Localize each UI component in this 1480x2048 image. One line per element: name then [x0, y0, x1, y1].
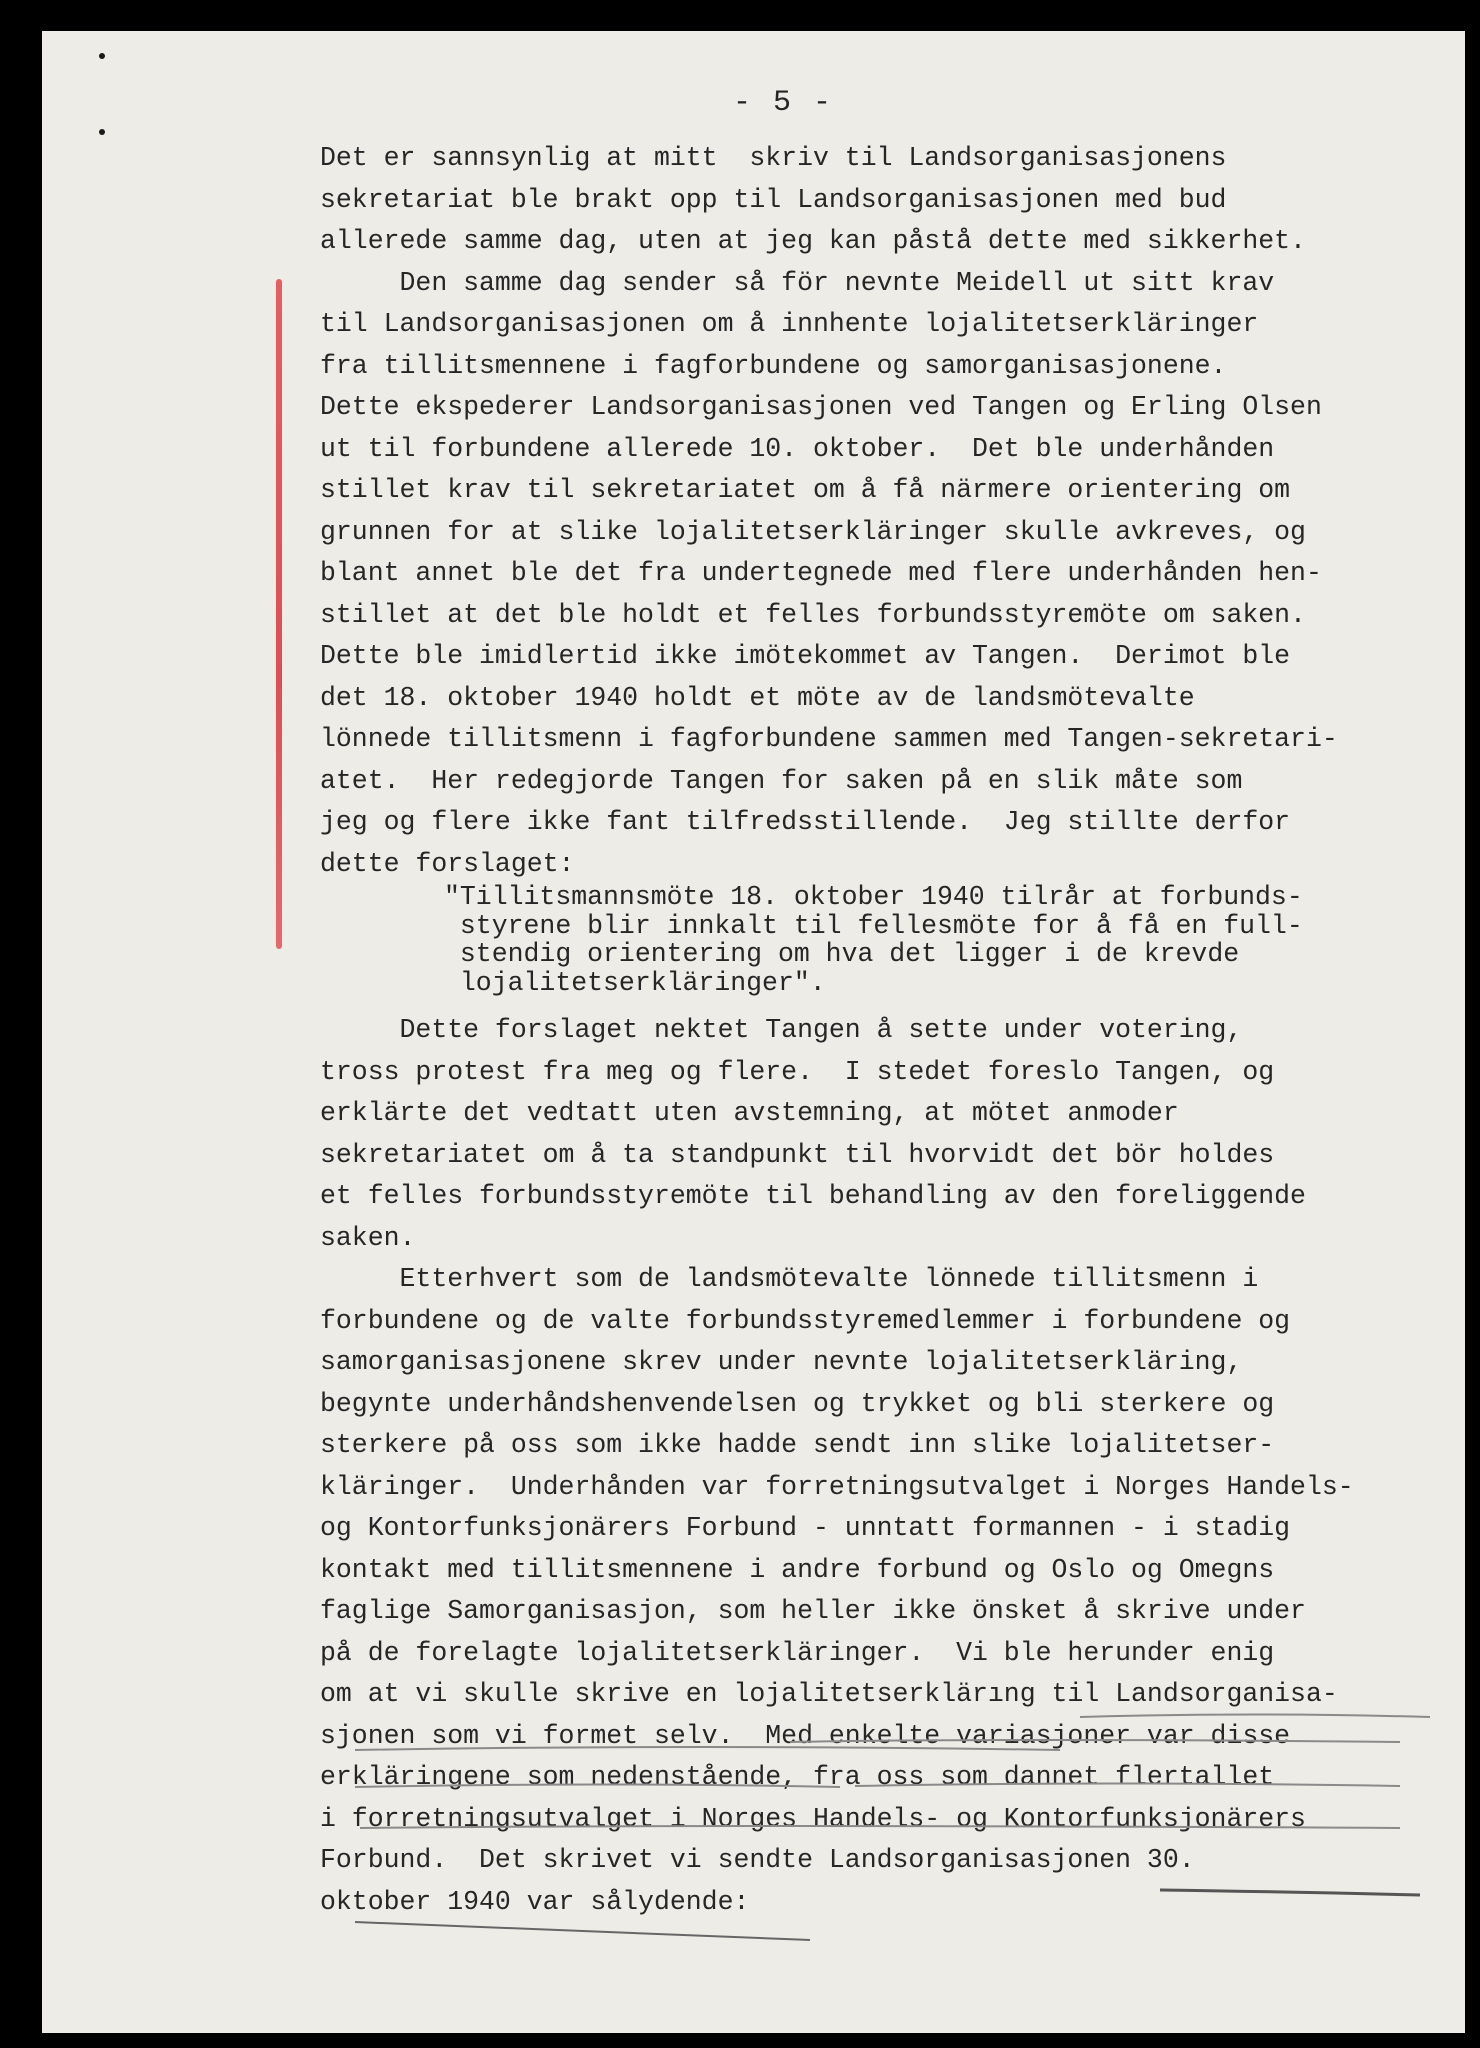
text-line: styrene blir innkalt til fellesmöte for å få en full- — [444, 910, 1303, 941]
text-line: kontakt med tillitsmennene i andre forbund og Oslo og Omegns — [320, 1554, 1275, 1585]
text-line: blant annet ble det fra undertegnede med flere underhånden hen- — [320, 558, 1322, 588]
text-line: til Landsorganisasjonen om å innhente lojalitetserkläringer — [320, 309, 1259, 339]
text-line: samorganisasjonene skrev under nevnte lojalitetserkläring, — [320, 1347, 1243, 1377]
text-line: stendig orientering om hva det ligger i de krevde — [444, 939, 1240, 969]
text-line: sterkere på oss som ikke hadde sendt inn slike lojalitetser- — [320, 1430, 1275, 1460]
text-line: begynte underhåndshenvendelsen og trykket og bli sterkere og — [320, 1388, 1275, 1419]
text-line: grunnen for at slike lojalitetserkläringer skulle avkreves, og — [320, 516, 1306, 547]
text-line: på de forelagte lojalitetserkläringer. Vi ble herunder enig — [320, 1637, 1275, 1668]
text-line: fra tillitsmennene i fagforbundene og samorganisasjonene. — [320, 350, 1227, 381]
text-line: det 18. oktober 1940 holdt et möte av de landsmötevalte — [320, 682, 1195, 713]
page-number: - 5 - — [733, 86, 834, 120]
text-line: oktober 1940 var sålydende: — [320, 1886, 750, 1917]
text-line: og Kontorfunksjonärers Forbund - unntatt formannen - i stadig — [320, 1513, 1291, 1543]
text-line: Forbund. Det skrivet vi sendte Landsorganisasjonen 30. — [320, 1845, 1195, 1875]
text-line: erklärte det vedtatt uten avstemning, at mötet anmoder — [320, 1098, 1179, 1128]
text-line: Etterhvert som de landsmötevalte lönnede tillitsmenn i — [320, 1264, 1259, 1294]
text-line: saken. — [320, 1222, 416, 1253]
text-line: sekretariat ble brakt opp til Landsorganisasjonen med bud — [320, 184, 1227, 215]
text-line: i forretningsutvalget i Norges Handels- og Kontorfunksjonärers — [320, 1803, 1306, 1834]
text-line: Dette ekspederer Landsorganisasjonen ved Tangen og Erling Olsen — [320, 392, 1322, 422]
text-line: "Tillitsmannsmöte 18. oktober 1940 tilrår at forbunds- — [444, 882, 1303, 912]
text-line: allerede samme dag, uten at jeg kan påstå dette med sikkerhet. — [320, 226, 1306, 256]
text-line: ut til forbundene allerede 10. oktober. Det ble underhånden — [320, 433, 1275, 464]
text-line: erkläringene som nedenstående, fra oss som dannet flertallet — [320, 1762, 1275, 1792]
text-line: stillet at det ble holdt et felles forbundsstyremöte om saken. — [320, 599, 1306, 630]
text-line: lojalitetserkläringer". — [444, 967, 826, 998]
text-line: Dette ble imidlertid ikke imötekommet av Tangen. Derimot ble — [320, 641, 1291, 671]
text-line: tross protest fra meg og flere. I stedet foreslo Tangen, og — [320, 1056, 1275, 1087]
text-line: om at vi skulle skrive en lojalitetserklärıng til Landsorganisa- — [320, 1679, 1338, 1709]
text-line: jeg og flere ikke fant tilfredsstillende. Jeg stillte derfor — [320, 807, 1291, 837]
text-line: faglige Samorganisasjon, som heller ikke önsket å skrive under — [320, 1596, 1306, 1626]
text-line: Dette forslaget nektet Tangen å sette under votering, — [320, 1015, 1243, 1045]
text-line: et felles forbundsstyremöte til behandling av den foreliggende — [320, 1181, 1306, 1211]
text-line: forbundene og de valte forbundsstyremedlemmer i forbundene og — [320, 1305, 1291, 1336]
text-line: atet. Her redegjorde Tangen for saken på en slik måte som — [320, 765, 1243, 796]
text-line: kläringer. Underhånden var forretningsutvalget i Norges Handels- — [320, 1471, 1354, 1502]
text-line: Den samme dag sender så för nevnte Meidell ut sitt krav — [320, 267, 1275, 298]
text-line: sjonen som vi formet selv. Med enkelte variasjoner var disse — [320, 1720, 1291, 1751]
text-line: Det er sannsynlig at mitt skriv til Landsorganisasjonens — [320, 143, 1227, 173]
text-line: sekretariatet om å ta standpunkt til hvorvidt det bör holdes — [320, 1139, 1275, 1170]
text-line: dette forslaget: — [320, 848, 575, 879]
text-line: lönnede tillitsmenn i fagforbundene sammen med Tangen-sekretari- — [320, 724, 1338, 754]
text-line: stillet krav til sekretariatet om å få närmere orientering om — [320, 475, 1291, 505]
